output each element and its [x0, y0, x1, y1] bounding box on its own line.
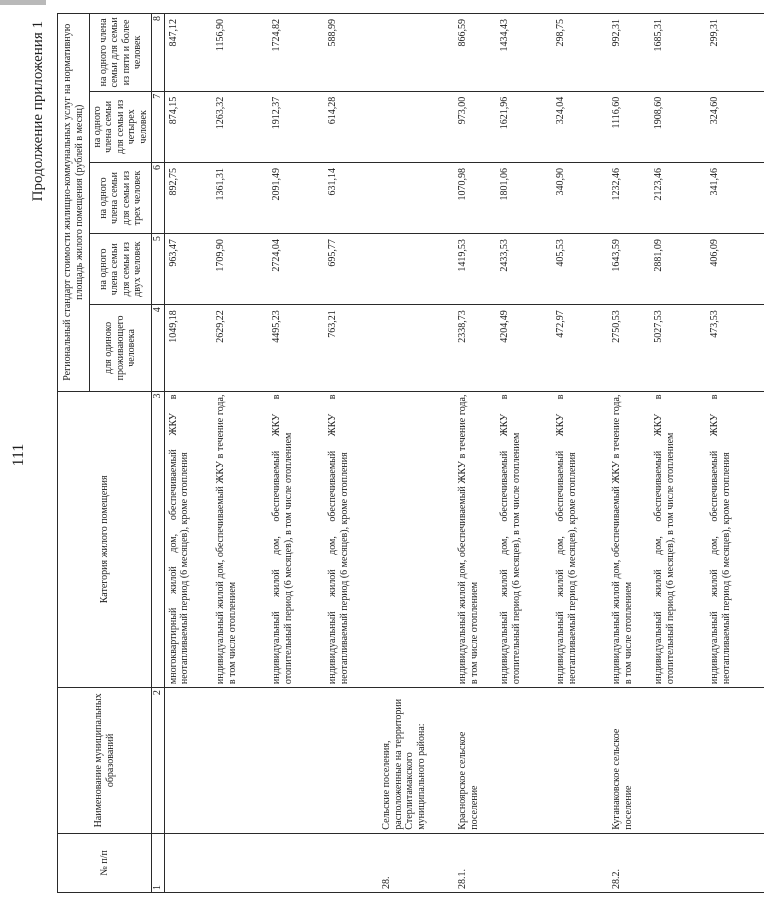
cost-value: 1621,96: [498, 91, 554, 162]
cost-value: 473,53: [708, 305, 764, 391]
cost-value: 1156,90: [214, 14, 270, 92]
cost-value: 2724,04: [270, 234, 326, 305]
table-row: [380, 14, 456, 893]
column-number: 6: [152, 162, 165, 233]
cost-value: 614,28: [326, 91, 380, 162]
header-municipality: Наименование муниципальных образований: [58, 688, 152, 834]
header-num: № п/п: [58, 833, 152, 892]
row-number: 28.2.: [610, 833, 652, 892]
table-row: [456, 14, 498, 893]
column-number: 3: [152, 391, 165, 688]
cost-value: 2750,53: [610, 305, 652, 391]
municipality-name: Куганаковское сельское поселение: [610, 688, 652, 834]
cost-value: 472,97: [554, 305, 610, 391]
cost-value: 866,59: [456, 14, 498, 92]
cost-value: 406,09: [708, 234, 764, 305]
municipality-name: [164, 688, 214, 834]
row-number: [652, 833, 708, 892]
housing-category: индивидуальный жилой дом, обеспечиваемый ЖКУ в течение года, в том числе отоплением: [214, 391, 270, 688]
cost-value: 1724,82: [270, 14, 326, 92]
cost-value: 1232,46: [610, 162, 652, 233]
cost-value: 1434,43: [498, 14, 554, 92]
housing-category: индивидуальный жилой дом, обеспечиваемый ЖКУ в неотапливаемый период (6 месяцев), кроме отопления: [708, 391, 764, 688]
row-number: [164, 833, 214, 892]
cost-value: 324,60: [708, 91, 764, 162]
column-number: 4: [152, 305, 165, 391]
table-row: [270, 14, 326, 893]
cost-value: 1709,90: [214, 234, 270, 305]
cost-value: 340,90: [554, 162, 610, 233]
cost-value: 324,04: [554, 91, 610, 162]
cost-value: 963,47: [164, 234, 214, 305]
housing-category: индивидуальный жилой дом, обеспечиваемый ЖКУ в неотапливаемый период (6 месяцев), кроме отопления: [326, 391, 380, 688]
cost-value: 992,31: [610, 14, 652, 92]
header-family-5: на одного члена семьи для семьи из пяти и более человек: [90, 14, 152, 92]
row-number: [326, 833, 380, 892]
table-row: [554, 14, 610, 893]
cost-value: 1643,59: [610, 234, 652, 305]
housing-category: индивидуальный жилой дом, обеспечиваемый ЖКУ в отопительный период (6 месяцев), в том числе отоплением: [652, 391, 708, 688]
row-number: [554, 833, 610, 892]
header-standard-group: Региональный стандарт стоимости жилищно-коммунальных услуг на нормативную площадь жилого помещения (рублей в месяц): [58, 14, 90, 392]
housing-category: индивидуальный жилой дом, обеспечиваемый ЖКУ в отопительный период (6 месяцев), в том числе отоплением: [498, 391, 554, 688]
cost-value: 1801,06: [498, 162, 554, 233]
cost-value: 1419,53: [456, 234, 498, 305]
cost-value: 2091,49: [270, 162, 326, 233]
cost-value: 1908,60: [652, 91, 708, 162]
table-row: [498, 14, 554, 893]
cost-value: 2881,09: [652, 234, 708, 305]
row-number: [270, 833, 326, 892]
header-category: Категория жилого помещения: [58, 391, 152, 688]
housing-category: многоквартирный жилой дом, обеспечиваемый ЖКУ в неотапливаемый период (6 месяцев), кроме отопления: [164, 391, 214, 688]
column-number: 2: [152, 688, 165, 834]
cost-value: 341,46: [708, 162, 764, 233]
municipality-name: [214, 688, 270, 834]
table-row: [610, 14, 652, 893]
housing-category: индивидуальный жилой дом, обеспечиваемый ЖКУ в неотапливаемый период (6 месяцев), кроме отопления: [554, 391, 610, 688]
cost-value: 2123,46: [652, 162, 708, 233]
cost-value: 892,75: [164, 162, 214, 233]
row-number: [214, 833, 270, 892]
cost-value: 631,14: [326, 162, 380, 233]
housing-category: индивидуальный жилой дом, обеспечиваемый ЖКУ в течение года, в том числе отоплением: [456, 391, 498, 688]
cost-value: 405,53: [554, 234, 610, 305]
cost-value: 1361,31: [214, 162, 270, 233]
page-number: 111: [10, 443, 27, 467]
municipality-name: [498, 688, 554, 834]
header-family-4: на одного члена семьи для семьи из четырех человек: [90, 91, 152, 162]
cost-value: 4204,49: [498, 305, 554, 391]
row-number: 28.1.: [456, 833, 498, 892]
cost-value: 1912,37: [270, 91, 326, 162]
cost-value: [380, 234, 456, 305]
municipality-name: [326, 688, 380, 834]
table-row: [326, 14, 380, 893]
continuation-title: Продолжение приложения 1: [30, 21, 46, 202]
cost-value: [380, 162, 456, 233]
municipality-name: [652, 688, 708, 834]
cost-value: 1685,31: [652, 14, 708, 92]
municipality-name: Сельские поселения, расположенные на территории Стерлитамакского муниципального района:: [380, 688, 456, 834]
column-number: 5: [152, 234, 165, 305]
table-row: [164, 14, 214, 893]
housing-category: индивидуальный жилой дом, обеспечиваемый ЖКУ в отопительный период (6 месяцев), в том числе отоплением: [270, 391, 326, 688]
table-row: [214, 14, 270, 893]
column-number: 8: [152, 14, 165, 92]
cost-value: 4495,23: [270, 305, 326, 391]
cost-value: 763,21: [326, 305, 380, 391]
cost-value: 588,99: [326, 14, 380, 92]
column-number: 1: [152, 833, 165, 892]
cost-value: 2433,53: [498, 234, 554, 305]
cost-value: 695,77: [326, 234, 380, 305]
cost-value: 298,75: [554, 14, 610, 92]
cost-value: 5027,53: [652, 305, 708, 391]
municipality-name: [270, 688, 326, 834]
cost-value: [380, 91, 456, 162]
column-number: 7: [152, 91, 165, 162]
table-row: [708, 14, 764, 893]
cost-value: 1070,98: [456, 162, 498, 233]
municipality-name: [708, 688, 764, 834]
municipality-name: Красноярское сельское поселение: [456, 688, 498, 834]
cost-value: [380, 14, 456, 92]
cost-value: [380, 305, 456, 391]
tariff-table: [57, 13, 764, 893]
cost-value: 2629,22: [214, 305, 270, 391]
cost-value: 847,12: [164, 14, 214, 92]
cost-value: 973,00: [456, 91, 498, 162]
header-family-3: на одного члена семьи для семьи из трех человек: [90, 162, 152, 233]
header-single: для одиноко проживающего человека: [90, 305, 152, 391]
row-number: [708, 833, 764, 892]
housing-category: индивидуальный жилой дом, обеспечиваемый ЖКУ в течение года, в том числе отоплением: [610, 391, 652, 688]
table-row: [652, 14, 708, 893]
row-number: 28.: [380, 833, 456, 892]
cost-value: 2338,73: [456, 305, 498, 391]
header-family-2: на одного члена семьи для семьи из двух человек: [90, 234, 152, 305]
cost-value: 1263,32: [214, 91, 270, 162]
cost-value: 1049,18: [164, 305, 214, 391]
cost-value: 874,15: [164, 91, 214, 162]
housing-category: [380, 391, 456, 688]
cost-value: 1116,60: [610, 91, 652, 162]
cost-value: 299,31: [708, 14, 764, 92]
municipality-name: [554, 688, 610, 834]
row-number: [498, 833, 554, 892]
